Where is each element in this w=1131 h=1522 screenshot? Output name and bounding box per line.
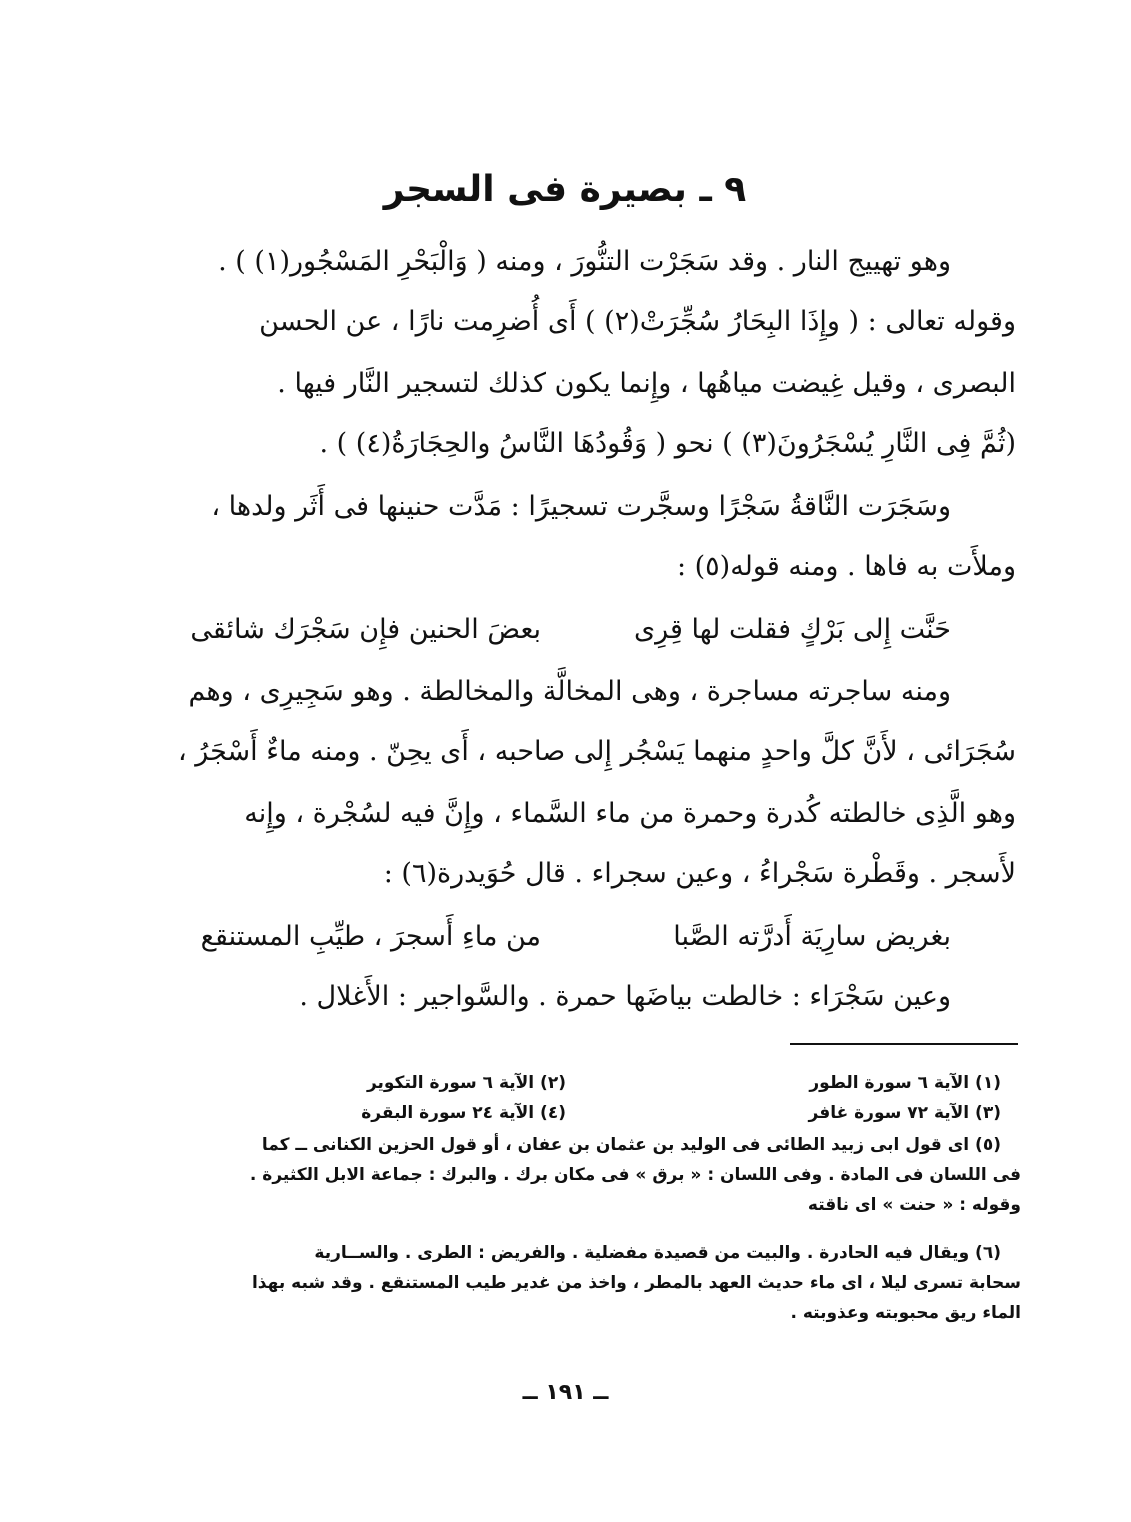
footnote-5-line: (٥) اى قول ابى زبيد الطائى فى الوليد بن عثمان بن عفان ، أو قول الحزين الكنانى ــ كما (261, 1135, 1001, 1155)
body-line: ومنه ساجرته مساجرة ، وهى المخالَّة والمخالطة . وهو سَجِيرِى ، وهم (188, 676, 951, 707)
body-line: وملأَت به فاها . ومنه قوله(٥) : (676, 551, 1016, 582)
footnote-6-line: (٦) ويقال فيه الحادرة . والبيت من قصيدة مفضلية . والفريض : الطرى . والســارية (314, 1243, 1001, 1263)
verse-second-hemistich: بعضَ الحنين فإِن سَجْرَك شائقى (190, 614, 541, 645)
body-line: البصرى ، وقيل غِيضت مياهُها ، وإِنما يكون كذلك لتسجير النَّار فيها . (277, 368, 1016, 399)
footnote-6-line: سحابة تسرى ليلا ، اى ماء حديث العهد بالمطر ، واخذ من غدير طيب المستنقع . وقد شبه بهذا (251, 1273, 1021, 1293)
body-line: وهو الَّذِى خالطته كُدرة وحمرة من ماء السَّماء ، وإِنَّ فيه لسُجْرة ، وإِنه (244, 798, 1016, 829)
footnote-divider (790, 1043, 1018, 1045)
footnote-6-line: الماء ريق محبوبته وعذوبته . (790, 1303, 1021, 1323)
page-number: ــ ١٩١ ــ (522, 1380, 609, 1405)
verse-first-hemistich: حَنَّت إِلى بَرْكٍ فقلت لها قِرِى (633, 614, 951, 645)
footnote-5-line: وقوله : « حنت » اى ناقته (807, 1195, 1021, 1215)
body-line: وهو تهييج النار . وقد سَجَرْت التنُّورَ ، ومنه ( وَالْبَحْرِ المَسْجُور(١) ) . (218, 246, 951, 277)
footnote-5-line: فى اللسان فى المادة . وفى اللسان : « برق » فى مكان برك . والبرك : جماعة الابل الكثيرة . (249, 1165, 1021, 1185)
footnote-2: (٢) الآية ٦ سورة التكوير (366, 1073, 566, 1093)
body-line: وسَجَرَت النَّاقةُ سَجْرًا وسجَّرت تسجيرًا : مَدَّت حنينها فى أَثَر ولدها ، (211, 491, 951, 522)
footnote-3: (٣) الآية ٧٢ سورة غافر (808, 1103, 1001, 1123)
body-line: (ثُمَّ فِى النَّارِ يُسْجَرُونَ(٣) ) نحو ( وَقُودُهَا النَّاسُ والحِجَارَةُ(٤) ) . (319, 428, 1016, 459)
body-line: سُجَرَائى ، لأَنَّ كلَّ واحدٍ منهما يَسْجُر إِلى صاحبه ، أَى يحِنّ . ومنه ماءٌ أَسْجَرُ ، (177, 736, 1016, 767)
footnote-1: (١) الآية ٦ سورة الطور (809, 1073, 1001, 1093)
body-line: لأَسجر . وقَطْرة سَجْراءُ ، وعين سجراء . قال حُوَيدرة(٦) : (383, 858, 1016, 889)
footnote-4: (٤) الآية ٢٤ سورة البقرة (361, 1103, 566, 1123)
verse-second-hemistich: من ماءِ أَسجرَ ، طيِّبِ المستنقع (200, 921, 541, 952)
body-line: وعين سَجْرَاء : خالطت بياضَها حمرة . والسَّواجير : الأَغلال . (299, 981, 951, 1012)
section-title: ٩ ـ بصيرة فى السجر (383, 169, 747, 210)
verse-first-hemistich: بغريض سارِيَة أَدرَّته الصَّبا (673, 921, 951, 952)
body-line: وقوله تعالى : ( وإِذَا البِحَارُ سُجِّرَتْ(٢) ) أَى أُضرِمت نارًا ، عن الحسن (259, 306, 1016, 337)
